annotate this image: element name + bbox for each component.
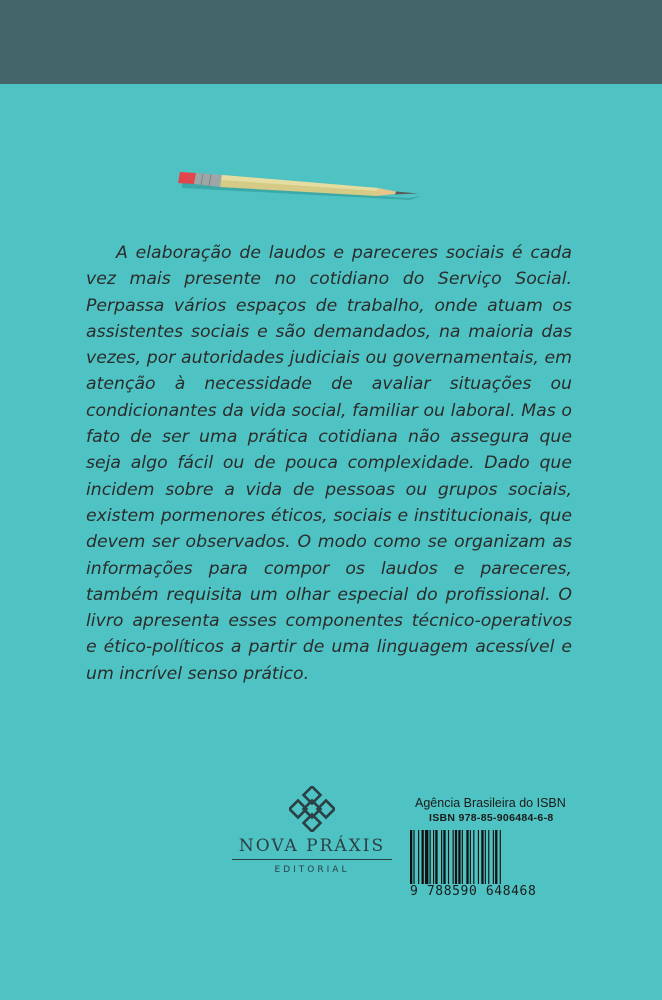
barcode-bar bbox=[455, 830, 457, 884]
barcode-bar bbox=[458, 830, 460, 884]
barcode-bar bbox=[422, 830, 424, 884]
barcode-bar bbox=[410, 830, 412, 884]
publisher-logo bbox=[232, 786, 392, 886]
barcode-bar bbox=[470, 830, 471, 884]
barcode-bar bbox=[433, 830, 434, 884]
top-band bbox=[0, 0, 662, 84]
barcode-digits: 9 788590 648468 bbox=[410, 884, 537, 899]
back-cover-blurb: A elaboração de laudos e pareceres sociais é cada vez mais presente no cotidiano do Serviço Social. Perpassa vários espaços de trabalho, onde atuam os assistentes sociais e são demandados, na maioria das vezes, por autoridades judiciais ou governamentais, em atenção à necessidade de avaliar situações ou condicionantes da vida social, familiar ou laboral. Mas o fato de ser uma prática cotidiana não assegura que seja algo fácil ou de pouca complexidade. Dado que incidem sobre a vida de pessoas ou grupos sociais, existem pormenores éticos, sociais e institucionais, que devem ser observados. O modo como se organizam as informações para compor os laudos e pareceres, também requisita um olhar especial do profissional. O livro apresenta esses componentes técnico-operativos e ético-políticos a partir de uma linguagem acessível e um incrível senso prático. bbox=[86, 243, 572, 684]
barcode bbox=[408, 830, 578, 884]
barcode-bar bbox=[481, 830, 483, 884]
barcode-bar bbox=[418, 830, 419, 884]
isbn-number: ISBN 978-85-906484-6-8 bbox=[429, 812, 554, 824]
barcode-bar bbox=[430, 830, 431, 884]
publisher-subtitle: EDITORIAL bbox=[274, 865, 350, 875]
barcode-bar bbox=[448, 830, 449, 884]
barcode-bar bbox=[466, 830, 468, 884]
barcode-bar bbox=[500, 830, 501, 884]
publisher-name: NOVA PRÁXIS bbox=[232, 836, 392, 860]
barcode-bar bbox=[473, 830, 474, 884]
barcode-bar bbox=[413, 830, 414, 884]
barcode-bar bbox=[495, 830, 497, 884]
barcode-bar bbox=[453, 830, 454, 884]
isbn-block bbox=[408, 796, 593, 899]
barcode-bar bbox=[493, 830, 494, 884]
barcode-bar bbox=[478, 830, 479, 884]
barcode-bar bbox=[485, 830, 486, 884]
barcode-bar bbox=[441, 830, 442, 884]
barcode-bar bbox=[462, 830, 463, 884]
barcode-bar bbox=[435, 830, 437, 884]
knot-logo-icon bbox=[289, 786, 335, 832]
barcode-bar bbox=[443, 830, 445, 884]
pencil-icon bbox=[178, 160, 428, 200]
barcode-bar bbox=[488, 830, 489, 884]
isbn-agency: Agência Brasileira do ISBN bbox=[415, 796, 566, 810]
barcode-bar bbox=[425, 830, 428, 884]
